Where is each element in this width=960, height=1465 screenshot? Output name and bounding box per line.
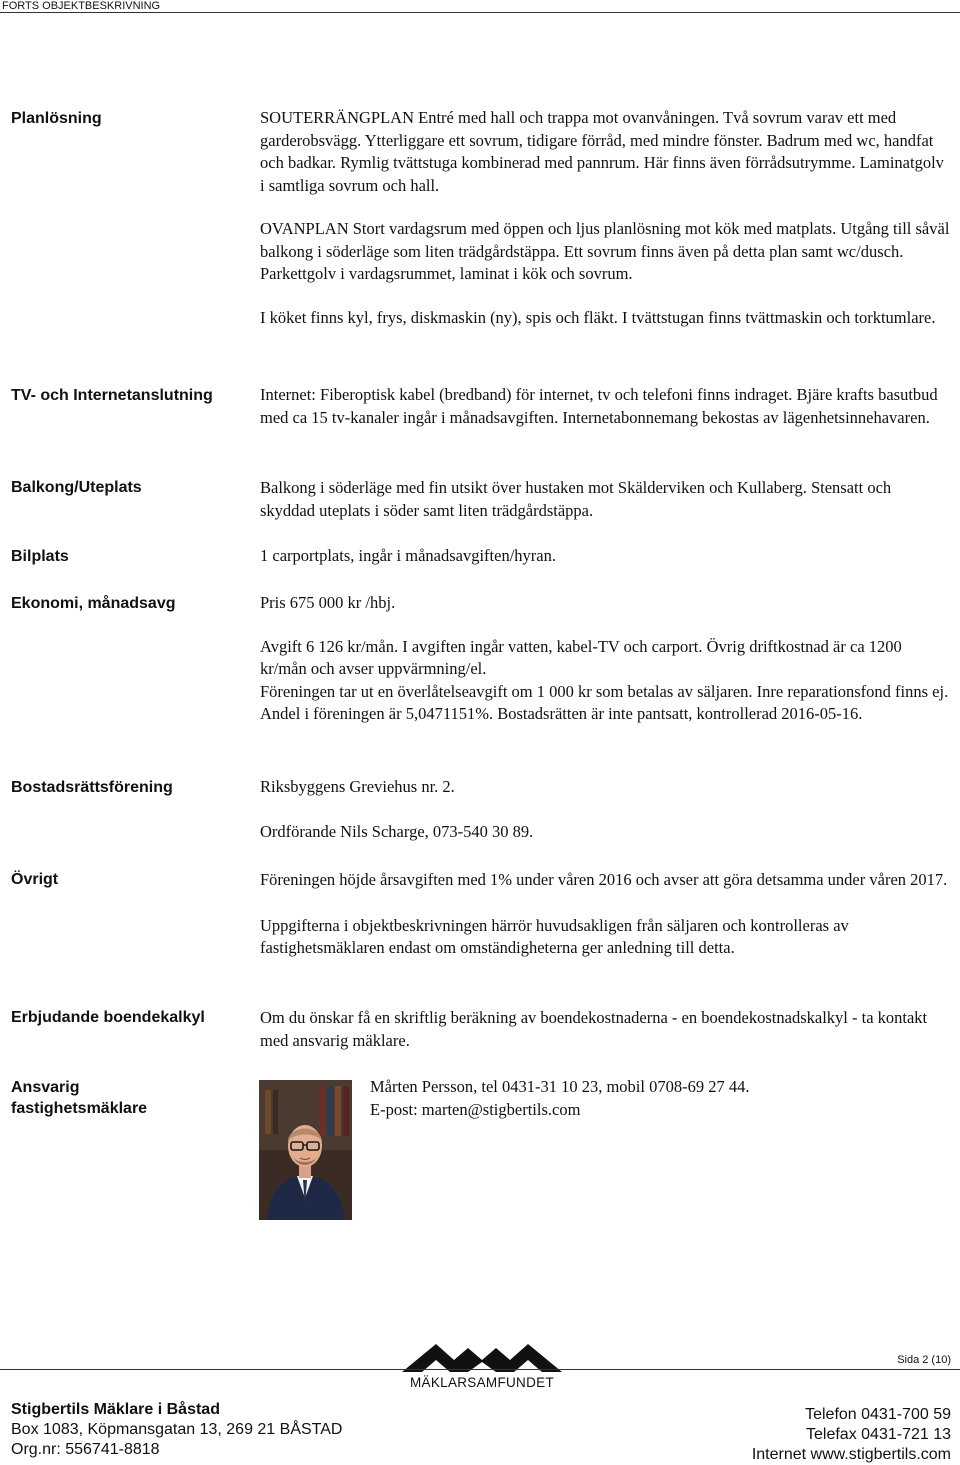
footer-phone: Telefon 0431-700 59: [805, 1406, 951, 1423]
footer-address: Box 1083, Köpmansgatan 13, 269 21 BÅSTAD: [11, 1421, 343, 1438]
section-text-bilplats: 1 carportplats, ingår i månadsavgiften/hyran.: [260, 546, 556, 565]
section-label-bilplats: Bilplats: [11, 548, 69, 565]
ovrigt-uppgifter: Uppgifterna i objektbeskrivningen härrör huvudsakligen från säljaren och kontrolleras av fastighetsmäklaren endast om omständigheterna ger anledning till detta.: [260, 915, 849, 957]
section-label-maklare: [11, 1077, 147, 1119]
footer-company: Stigbertils Mäklare i Båstad: [11, 1401, 220, 1418]
section-label-ovrigt: Övrigt: [11, 871, 59, 888]
section-label-forening: Bostadsrättsförening: [11, 779, 173, 796]
planlosning-kok: I köket finns kyl, frys, diskmaskin (ny), spis och fläkt. I tvättstugan finns tvättmaskin och torktumlare.: [260, 307, 936, 327]
section-label-tv: TV- och Internetanslutning: [11, 387, 213, 404]
ekonomi-price: Pris 675 000 kr /hbj.: [260, 593, 396, 612]
footer-right: [752, 1405, 951, 1465]
maklarsamfundet-logo-text: MÄKLARSAMFUNDET: [409, 1375, 554, 1390]
footer-web[interactable]: Internet www.stigbertils.com: [751, 1446, 951, 1463]
section-text-ekonomi: [260, 592, 950, 726]
section-text-maklare: [370, 1076, 950, 1121]
forening-chair: Ordförande Nils Scharge, 073-540 30 89.: [260, 821, 534, 841]
planlosning-ovanplan: OVANPLAN Stort vardagsrum med öppen och ljus planlösning mot kök med matplats. Utgång till såväl balkong i söderläge som liten trädgårdstäppa. Ett sovrum finns även på detta plan samt wc/dusch. Parkettgolv i vardagsrummet, laminat i kök och sovrum.: [260, 219, 950, 283]
page-header: FORTS OBJEKTBESKRIVNING: [0, 0, 960, 13]
planlosning-souterrang: SOUTERRÄNGPLAN Entré med hall och trappa mot ovanvåningen. Två sovrum varav ett med garderobsvägg. Ytterliggare ett sovrum, tidigare förråd, med mindre fönster. Badrum med wc, handfat och badkar. Rymlig tvättstuga kombinerad med pannrum. Här finns även förrådsutrymme. Laminatgolv i samtliga sovrum och hall.: [260, 108, 944, 195]
section-text-balkong: Balkong i söderläge med fin utsikt över hustaken mot Skälderviken och Kullaberg. Stensatt och skyddad uteplats i söder samt liten trädgårdstäppa.: [260, 478, 892, 520]
page-number: Sida 2 (10): [897, 1354, 951, 1366]
broker-photo: [259, 1080, 352, 1220]
footer-left: [11, 1400, 342, 1460]
section-label-balkong: Balkong/Uteplats: [11, 479, 142, 496]
maklare-label-line2: fastighetsmäklare: [11, 1100, 148, 1117]
ekonomi-avgift: Avgift 6 126 kr/mån. I avgiften ingår vatten, kabel-TV och carport. Övrig driftkostnad är ca 1200 kr/mån och avser uppvärmning/el.: [260, 636, 902, 678]
section-text-kalkyl: Om du önskar få en skriftlig beräkning av boendekostnaderna - en boendekostnadskalkyl - ta kontakt med ansvarig mäklare.: [260, 1008, 928, 1050]
section-text-planlosning: [260, 107, 950, 329]
ekonomi-forening: Föreningen tar ut en överlåtelseavgift om 1 000 kr som betalas av säljaren. Inre reparationsfond finns ej. Andel i föreningen är 5,0471151%. Bostadsrätten är inte pantsatt, kontrollerad 2016-05-16.: [260, 681, 949, 723]
maklare-label-line1: Ansvarig: [11, 1079, 80, 1096]
maklare-contact: Mårten Persson, tel 0431-31 10 23, mobil 0708-69 27 44.: [370, 1077, 750, 1096]
section-label-ekonomi: Ekonomi, månadsavg: [11, 595, 176, 612]
footer-divider: [0, 1369, 960, 1370]
footer-fax: Telefax 0431-721 13: [806, 1426, 951, 1443]
maklare-email: E-post: marten@stigbertils.com: [370, 1099, 581, 1119]
footer-orgnr: Org.nr: 556741-8818: [11, 1441, 160, 1458]
section-text-forening: [260, 776, 950, 843]
section-label-planlosning: Planlösning: [11, 110, 102, 127]
section-text-tv: Internet: Fiberoptisk kabel (bredband) för internet, tv och telefoni finns indraget. Bjäre krafts basutbud med ca 15 tv-kanaler ingår i månadsavgiften. Internetabonnemang bekostas av lägenhetsinnehavaren.: [260, 385, 938, 427]
section-label-kalkyl: Erbjudande boendekalkyl: [11, 1009, 205, 1026]
forening-name: Riksbyggens Greviehus nr. 2.: [260, 777, 455, 796]
section-text-ovrigt: [260, 869, 950, 960]
ovrigt-avgift: Föreningen höjde årsavgiften med 1% under våren 2016 och avser att göra detsamma under våren 2017.: [260, 870, 948, 889]
